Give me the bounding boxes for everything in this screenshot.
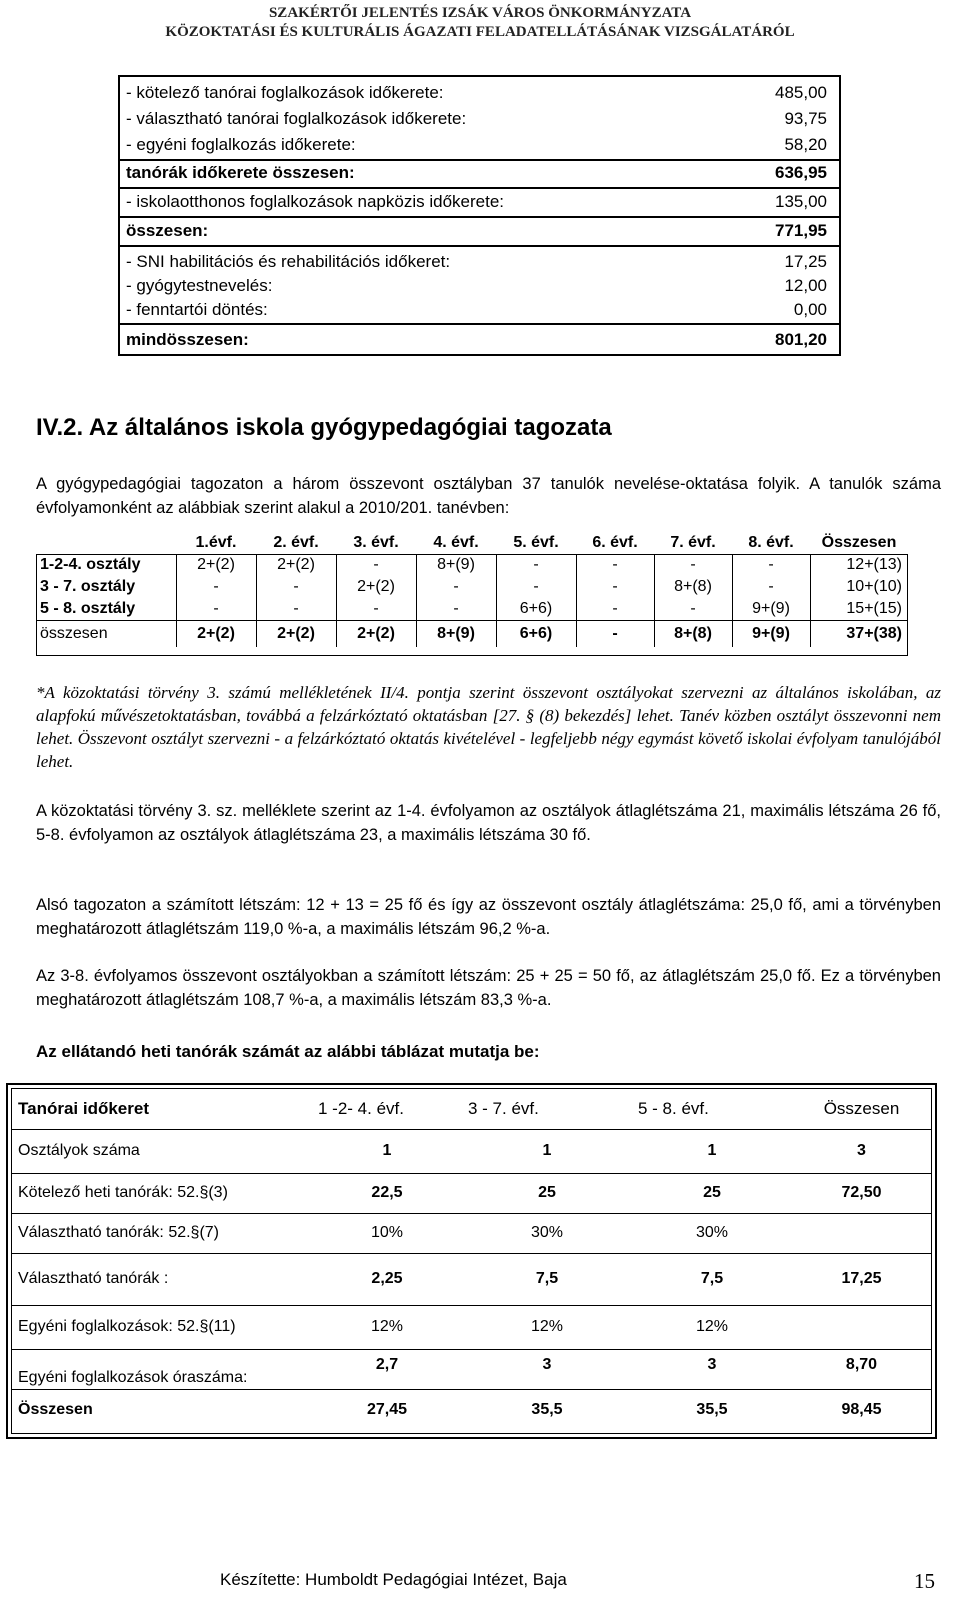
class-table bbox=[36, 532, 908, 647]
table-row: Egyéni foglalkozások óraszáma: 2,7 3 3 8,70 bbox=[12, 1349, 931, 1389]
divider bbox=[120, 323, 839, 325]
paragraph: A közoktatási törvény 3. sz. melléklete szerint az 1-4. évfolyamon az osztályok átlaglétszáma 21, maximális létszáma 26 fő, 5-8. évfolyamon az osztályok átlaglétszáma 23, a maximális létszáma 30 fő. bbox=[36, 802, 941, 844]
paragraph: Alsó tagozaton a számított létszám: 12 + 13 = 25 fő és így az összevont osztály átlaglétszáma: 25,0 fő, ami a törvényben meghatározott átlaglétszám 119,0 %-a, a maximális létszám 96,2 %-a. bbox=[36, 896, 941, 938]
budget-row: - egyéni foglalkozás időkerete: 58,20 bbox=[126, 135, 827, 154]
intro-paragraph: A gyógypedagógiai tagozaton a három összevont osztályban 37 tanulók nevelése-oktatása folyik. A tanulók száma évfolyamonként az alábbiak szerint alakul a 2010/201. tanévben: bbox=[36, 475, 941, 517]
budget-row: - gyógytestnevelés: 12,00 bbox=[126, 276, 827, 295]
lessons-intro: Az ellátandó heti tanórák számát az alábbi táblázat mutatja be: bbox=[36, 1042, 540, 1061]
table-row: Összesen 27,45 35,5 35,5 98,45 bbox=[12, 1389, 931, 1431]
paragraph: Az 3-8. évfolyamos összevont osztályokban a számított létszám: 25 + 25 = 50 fő, az átlaglétszám 25,0 fő. Ez a törvényben meghatározott átlaglétszám 108,7 %-a, a maximális létszám 83,3 %-a. bbox=[36, 967, 941, 1009]
header-line-2: KÖZOKTATÁSI ÉS KULTURÁLIS ÁGAZATI FELADATELLÁTÁSÁNAK VIZSGÁLATÁRÓL bbox=[165, 24, 795, 40]
footer-credit: Készítette: Humboldt Pedagógiai Intézet, Baja bbox=[220, 1570, 567, 1589]
page-number: 15 bbox=[914, 1569, 935, 1593]
table-header-row: Tanórai időkeret 1 -2- 4. évf. 3 - 7. évf. 5 - 8. évf. Összesen bbox=[18, 1098, 900, 1118]
budget-row: - választható tanórai foglalkozások időkerete: 93,75 bbox=[126, 109, 827, 128]
lessons-table-frame bbox=[6, 1083, 937, 1439]
budget-subtotal-row: összesen: 771,95 bbox=[126, 221, 827, 240]
document-header bbox=[0, 4, 960, 42]
lessons-table bbox=[12, 1089, 931, 1431]
time-budget-box bbox=[118, 75, 841, 356]
table-row: Választható tanórák : 2,25 7,5 7,5 17,25 bbox=[12, 1253, 931, 1305]
table-header-row: 1.évf. 2. évf. 3. évf. 4. évf. 5. évf. 6. évf. 7. évf. 8. évf. Összesen bbox=[195, 534, 897, 551]
section-heading: IV.2. Az általános iskola gyógypedagógiai tagozata bbox=[36, 414, 612, 441]
table-row: 3 - 7. osztály - - 2+(2) - - - 8+(8) - 10+(10) bbox=[36, 576, 908, 598]
table-row: 1-2-4. osztály 2+(2) 2+(2) - 8+(9) - - - - 12+(13) bbox=[36, 554, 908, 576]
header-line-1: SZAKÉRTŐI JELENTÉS IZSÁK VÁROS ÖNKORMÁNYZATA bbox=[268, 5, 692, 21]
budget-subtotal-row: tanórák időkerete összesen: 636,95 bbox=[126, 163, 827, 182]
table-total-row: összesen 2+(2) 2+(2) 2+(2) 8+(9) 6+6) - 8+(8) 9+(9) 37+(38) bbox=[36, 621, 908, 648]
table-row: Kötelező heti tanórák: 52.§(3) 22,5 25 25 72,50 bbox=[12, 1173, 931, 1213]
divider bbox=[120, 245, 839, 247]
budget-row: - SNI habilitációs és rehabilitációs időkeret: 17,25 bbox=[126, 252, 827, 271]
table-row: Egyéni foglalkozások: 52.§(11) 12% 12% 12% bbox=[12, 1305, 931, 1349]
budget-row: - kötelező tanórai foglalkozások időkerete: 485,00 bbox=[126, 83, 827, 102]
budget-row: - fenntartói döntés: 0,00 bbox=[126, 300, 827, 319]
budget-total-row: mindösszesen: 801,20 bbox=[126, 330, 827, 349]
table-row: 5 - 8. osztály - - - - 6+6) - - 9+(9) 15+(15) bbox=[36, 598, 908, 621]
table-row: Választható tanórák: 52.§(7) 10% 30% 30% bbox=[12, 1213, 931, 1253]
table-row: Osztályok száma 1 1 1 3 bbox=[12, 1129, 931, 1173]
legal-footnote: *A közoktatási törvény 3. számú mellékletének II/4. pontja szerint összevont osztályokat szervezni az általános iskolában, az alapfokú művészetoktatásban, továbbá a felzárkóztató oktatásban [27. § (8) bekezdés] lehet. Tanév közben osztályt összevonni nem lehet. Összevont osztályt szervezni - a felzárkóztató oktatás kivételével - legfeljebb négy egymást követő iskolai évfolyam tanulójából lehet. bbox=[36, 683, 941, 771]
budget-row: - iskolaotthonos foglalkozások napközis időkerete: 135,00 bbox=[126, 192, 827, 211]
